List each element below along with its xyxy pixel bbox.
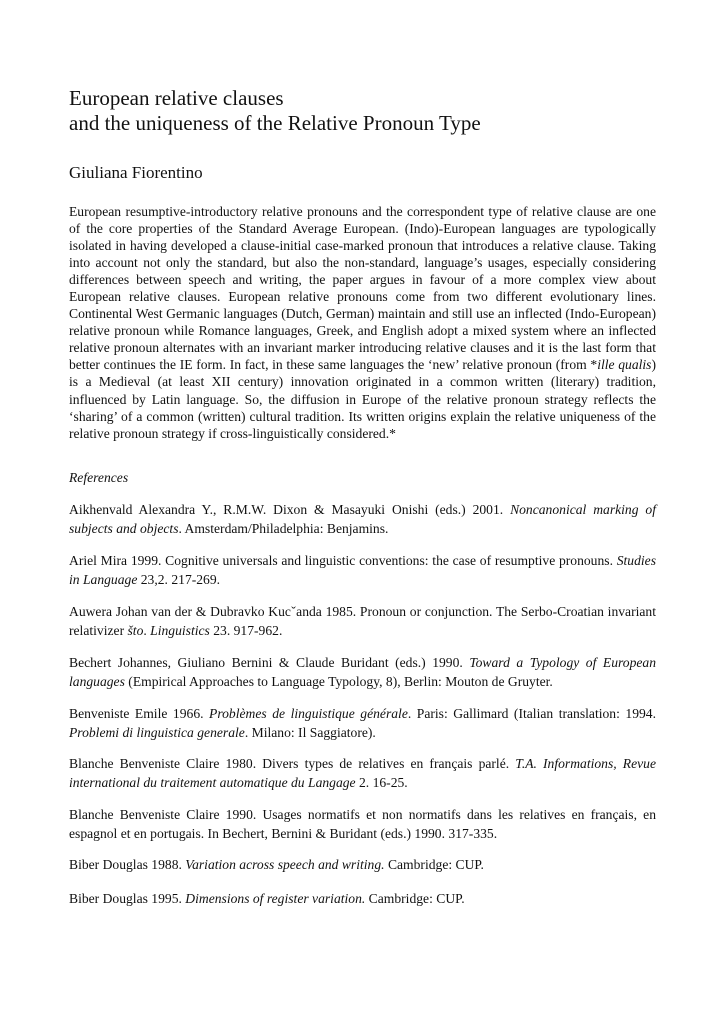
- ref-text: 23. 917-962.: [209, 622, 283, 638]
- ref-text: 23,2. 217-269.: [137, 571, 221, 587]
- ref-title: Studies in Language: [69, 553, 656, 587]
- reference-entry: [69, 890, 656, 909]
- ref-text: Cambridge: CUP.: [365, 891, 465, 906]
- ref-title: Variation across speech and writing.: [185, 857, 385, 872]
- ref-text: Aikhenvald Alexandra Y., R.M.W. Dixon & Masayuki Onishi (eds.) 2001.: [69, 502, 511, 517]
- reference-entry: [69, 552, 656, 589]
- ref-text: Auwera Johan van der & Dubravko Kucˇanda 1985. Pronoun or conjunction. The Serbo-Croatian invariant relativizer: [69, 604, 656, 638]
- ref-text: 2. 16-25.: [355, 774, 408, 790]
- reference-entry: [69, 705, 656, 742]
- ref-text: . Amsterdam/Philadelphia: Benjamins.: [178, 520, 389, 536]
- ref-title: Dimensions of register variation.: [185, 891, 366, 906]
- paper-page: [69, 86, 656, 906]
- ref-text: Biber Douglas 1995.: [69, 891, 186, 906]
- abstract-italic-term: ille qualis: [597, 357, 652, 373]
- ref-title: T.A. Informations, Revue international du traitement automatique du Langage: [69, 756, 656, 790]
- reference-entry: [69, 856, 656, 875]
- ref-title: što: [127, 622, 144, 638]
- ref-title: Problemi di linguistica generale: [69, 724, 245, 740]
- reference-entry: [69, 603, 656, 640]
- abstract-text-2: ) is a Medieval (at least XII century) innovation originated in a common written (literary) tradition, influenced by Latin language. So, the diffusion in Europe of the relative pronoun strategy reflects the ‘sharing’ of a common (written) cultural tradition. Its written origins explain the relative uniqueness of the relative pronoun strategy if cross-linguistically considered.*: [69, 357, 656, 441]
- reference-entry: [69, 501, 656, 538]
- ref-text: Ariel Mira 1999. Cognitive universals and linguistic conventions: the case of resumptive pronouns.: [69, 553, 617, 568]
- title-line-2: and the uniqueness of the Relative Pronoun Type: [69, 111, 481, 135]
- reference-entry: [69, 654, 656, 691]
- ref-text: . Paris: Gallimard (Italian translation: 1994.: [407, 706, 656, 721]
- ref-text: Benveniste Emile 1966.: [69, 706, 210, 721]
- ref-title: Toward a Typology of European languages: [69, 655, 656, 689]
- abstract-text-1: European resumptive-introductory relative pronouns and the correspondent type of relative clause are one of the core properties of the Standard Average European. (Indo)-European languages are typologically isolated in having developed a clause-initial case-marked pronoun that introduces a relative clause. Taking into account not only the standard, but also the non-standard, language’s usages, especially considering differences between speech and writing, the paper argues in favour of a more complex view about European relative clauses. European relative pronouns come from two different evolutionary lines. Continental West Germanic languages (Dutch, German) maintain and still use an inflected (Indo-European) relative pronoun while Romance languages, Greek, and English adopt a mixed system where an inflected relative pronoun alternates with an invariant marker introducing relative clauses and it is the last form that better continues the IE form. In fact, in these same languages the ‘new’ relative pronoun (from *: [69, 204, 656, 373]
- author-name: Giuliana Fiorentino: [69, 163, 203, 182]
- ref-text: Biber Douglas 1988.: [69, 857, 186, 872]
- ref-journal: Linguistics: [150, 622, 210, 638]
- references-heading: References: [69, 470, 129, 485]
- reference-entry: [69, 806, 656, 843]
- ref-title: Noncanonical marking of subjects and objects: [69, 502, 656, 536]
- ref-text: Blanche Benveniste Claire 1980. Divers types de relatives en français parlé.: [69, 756, 516, 771]
- abstract: [69, 203, 656, 442]
- paper-title: [69, 86, 656, 136]
- ref-text: (Empirical Approaches to Language Typology, 8), Berlin: Mouton de Gruyter.: [124, 673, 553, 689]
- reference-entry: [69, 755, 656, 792]
- title-line-1: European relative clauses: [69, 86, 284, 110]
- ref-text: . Milano: Il Saggiatore).: [244, 724, 376, 740]
- ref-text: Blanche Benveniste Claire 1990. Usages normatifs et non normatifs dans les relatives en français, en espagnol et en portugais. In Bechert, Bernini & Buridant (eds.) 1990. 317-335.: [69, 807, 656, 841]
- ref-title: Problèmes de linguistique générale: [209, 706, 408, 721]
- ref-text: .: [143, 622, 151, 638]
- ref-text: Cambridge: CUP.: [384, 857, 484, 872]
- ref-text: Bechert Johannes, Giuliano Bernini & Claude Buridant (eds.) 1990.: [69, 655, 470, 670]
